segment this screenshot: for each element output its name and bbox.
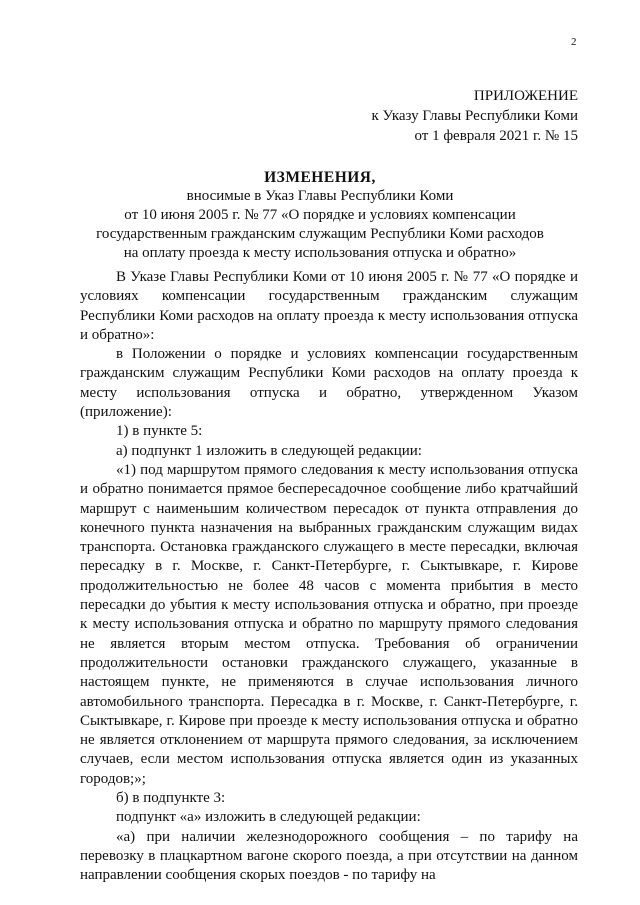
paragraph: «1) под маршрутом прямого следования к месту использования отпуска и обратно понимается прямое беспересадочное сообщение либо кратчайший маршрут с наименьшим количеством пересадок от пункта отправления до конечного пункта назначения на выбранных гражданским служащим видах транспорта. Остановка гражданского служащего в месте пересадки, включая пересадку в г. Москве, г. Санкт-Петербурге, г. Сыктывкаре, г. Кирове продолжительностью не более 48 часов с момента прибытия в место пересадки до убытия к месту использования отпуска и обратно, при проезде к месту использования отпуска и обратно по маршруту прямого следования не является вторым местом отпуска. Требования об ограничении продолжительности остановки гражданского служащего, указанные в настоящем пункте, не применяются в случае использования личного автомобильного транспорта. Пересадка в г. Москве, г. Санкт-Петербурге, г. Сыктывкаре, г. Кирове при проезде к месту использования отпуска и обратно не является отклонением от маршрута прямого следования, за исключением случаев, если местом использования отпуска является один из указанных городов;»; bbox=[80, 461, 578, 787]
paragraph: «а) при наличии железнодорожного сообщения – по тарифу на перевозку в плацкартном вагоне скорого поезда, а при отсутствии на данном направлении сообщения скорых поездов - по тарифу на bbox=[80, 828, 578, 884]
page-number: 2 bbox=[571, 36, 577, 48]
paragraph: В Указе Главы Республики Коми от 10 июня 2005 г. № 77 «О порядке и условиях компенсации государственным гражданским служащим Республики Коми расходов на оплату проезда к месту использования отпуска и обратно»: bbox=[80, 269, 578, 343]
document-heading bbox=[60, 168, 580, 263]
heading-line-4: на оплату проезда к месту использования отпуска и обратно» bbox=[123, 245, 517, 261]
document-title: ИЗМЕНЕНИЯ, bbox=[264, 169, 376, 186]
paragraph: б) в подпункте 3: bbox=[116, 790, 226, 807]
paragraph: подпункт «а» изложить в следующей редакции: bbox=[116, 809, 421, 826]
appendix-header bbox=[371, 86, 578, 146]
heading-line-2: от 10 июня 2005 г. № 77 «О порядке и условиях компенсации bbox=[124, 207, 516, 223]
heading-line-1: вносимые в Указ Главы Республики Коми bbox=[186, 188, 454, 204]
appendix-date: от 1 февраля 2021 г. № 15 bbox=[414, 128, 578, 144]
appendix-decree: к Указу Главы Республики Коми bbox=[371, 108, 578, 124]
document-body bbox=[80, 268, 578, 886]
paragraph: 1) в пункте 5: bbox=[116, 423, 203, 440]
paragraph: в Положении о порядке и условиях компенсации государственным гражданским служащим Республики Коми расходов на оплату проезда к месту использования отпуска и обратно, утвержденном Указом (приложение): bbox=[80, 346, 578, 421]
appendix-title: ПРИЛОЖЕНИЕ bbox=[473, 88, 578, 104]
heading-line-3: государственным гражданским служащим Республики Коми расходов bbox=[96, 226, 544, 242]
paragraph: а) подпункт 1 изложить в следующей редакции: bbox=[116, 442, 422, 459]
